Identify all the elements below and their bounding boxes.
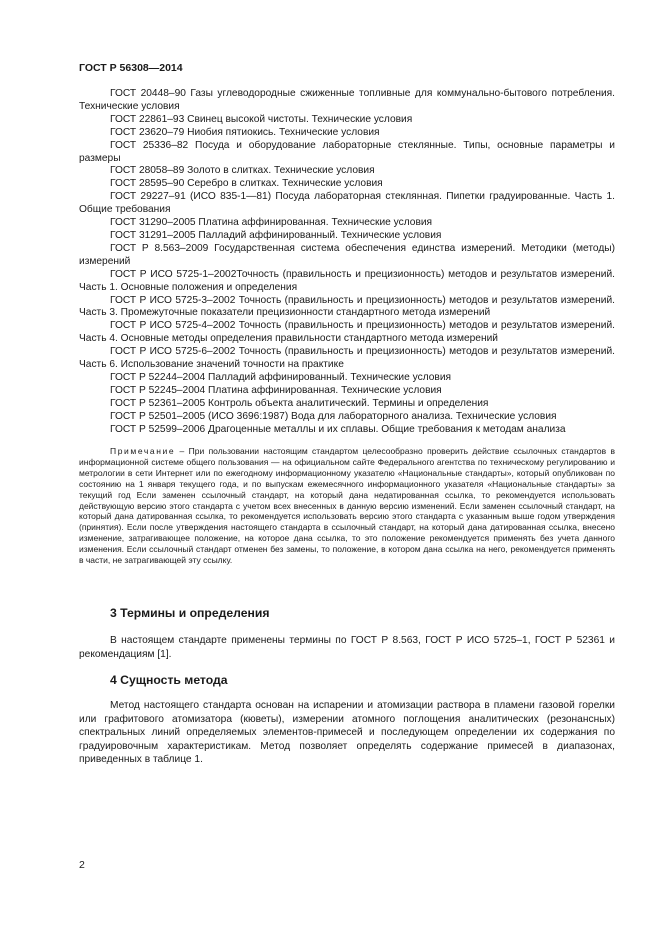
page-number: 2	[79, 859, 85, 871]
note-text: – При пользовании настоящим стандартом целесообразно проверить действие ссылочных стандартов в информационной системе общего пользования — на официальном сайте Федерального агентства по техническому регулированию и метрологии в сети Интернет или по ежегодному информационному указателю «Национальные стандарты», который опубликован по состоянию на 1 января текущего года, и по выпускам ежемесячного информационного указателя «Национальные стандарты» за текущий год Если заменен ссылочный стандарт, на который дана недатированная ссылка, то рекомендуется использовать действующую версию этого стандарта с учетом всех внесенных в данную версию изменений. Если заменен ссылочный стандарт, на который дана датированная ссылка, то рекомендуется использовать версию этого стандарта с указанным выше годом утверждения (принятия). Если после утверждения настоящего стандарта в ссылочный стандарт, на который дана датированная ссылка, внесено изменение, затрагивающее положение, на которое дана ссылка, то это положение рекомендуется применять без учета данного изменения. Если ссылочный стандарт отменен без замены, то положение, в котором дана ссылка на него, рекомендуется применять в части, не затрагивающей эту ссылку.	[79, 446, 615, 566]
reference-item: ГОСТ Р ИСО 5725-6–2002 Точность (правильность и прецизионность) методов и результатов измерений. Часть 6. Использование значений точности на практике	[79, 346, 615, 371]
reference-item: ГОСТ 31290–2005 Платина аффинированная. Технические условия	[110, 217, 433, 229]
section-4-title: 4 Сущность метода	[110, 673, 228, 687]
section-4-text: Метод настоящего стандарта основан на испарении и атомизации раствора в пламени газовой горелки или графитового атомизатора (кюветы), измерении атомного поглощения аналитических (резонансных) спектральных линий определяемых элементов-примесей и последующем определении их содержания по градуировочным характеристикам. Метод позволяет определять содержание примесей в диапазонах, приведенных в таблице 1.	[79, 700, 615, 766]
references-list	[79, 88, 615, 436]
reference-item: ГОСТ 22861–93 Свинец высокой чистоты. Технические условия	[110, 113, 413, 125]
reference-item: ГОСТ 28058–89 Золото в слитках. Технические условия	[110, 165, 375, 177]
reference-item: ГОСТ Р 52244–2004 Палладий аффинированный. Технические условия	[110, 371, 452, 383]
note-label: Примечание	[110, 446, 176, 456]
reference-item: ГОСТ 29227–91 (ИСО 835-1—81) Посуда лабораторная стеклянная. Пипетки градуированные. Часть 1. Общие требования	[79, 191, 615, 216]
reference-item: ГОСТ Р 52599–2006 Драгоценные металлы и их сплавы. Общие требования к методам анализа	[110, 423, 566, 435]
section-3-text: В настоящем стандарте применены термины по ГОСТ Р 8.563, ГОСТ Р ИСО 5725–1, ГОСТ Р 52361 и рекомендациям [1].	[79, 635, 615, 660]
reference-item: ГОСТ Р ИСО 5725-3–2002 Точность (правильность и прецизионность) методов и результатов измерений. Часть 3. Промежуточные показатели прецизионности стандартного метода измерений	[79, 294, 615, 319]
reference-item: ГОСТ 23620–79 Ниобия пятиокись. Технические условия	[110, 126, 380, 138]
reference-item: ГОСТ 20448–90 Газы углеводородные сжиженные топливные для коммунально-бытового потребления. Технические условия	[79, 88, 615, 112]
reference-item: ГОСТ Р ИСО 5725-4–2002 Точность (правильность и прецизионность) методов и результатов измерений. Часть 4. Основные методы определения правильности стандартного метода измерений	[79, 320, 615, 345]
reference-item: ГОСТ 25336–82 Посуда и оборудование лабораторные стеклянные. Типы, основные параметры и размеры	[79, 139, 615, 164]
note-paragraph	[79, 446, 615, 566]
reference-item: ГОСТ 31291–2005 Палладий аффинированный. Технические условия	[110, 229, 442, 241]
reference-item: ГОСТ Р ИСО 5725-1–2002Точность (правильность и прецизионность) методов и результатов измерений. Часть 1. Основные положения и определения	[79, 268, 615, 293]
document-header: ГОСТ Р 56308—2014	[79, 62, 183, 74]
reference-item: ГОСТ Р 8.563–2009 Государственная система обеспечения единства измерений. Методики (методы) измерений	[79, 242, 615, 267]
section-3-title: 3 Термины и определения	[110, 606, 270, 620]
reference-item: ГОСТ Р 52501–2005 (ИСО 3696:1987) Вода для лабораторного анализа. Технические условия	[110, 410, 557, 422]
reference-item: ГОСТ 28595–90 Серебро в слитках. Технические условия	[110, 178, 383, 190]
reference-item: ГОСТ Р 52361–2005 Контроль объекта аналитический. Термины и определения	[110, 397, 489, 409]
reference-item: ГОСТ Р 52245–2004 Платина аффинированная. Технические условия	[110, 384, 442, 396]
